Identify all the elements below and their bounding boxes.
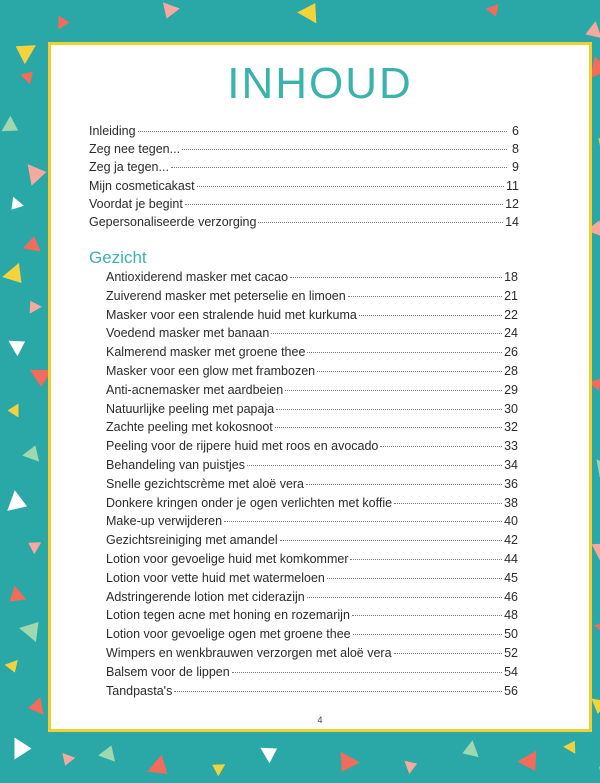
confetti-triangle-icon bbox=[27, 697, 44, 717]
dot-leader bbox=[380, 446, 502, 447]
confetti-triangle-icon bbox=[59, 16, 70, 30]
dot-leader bbox=[353, 634, 502, 635]
section-entry[interactable] bbox=[106, 645, 518, 661]
section-entry-label: Behandeling van puistjes bbox=[106, 458, 245, 472]
dot-leader bbox=[359, 315, 502, 316]
dot-leader bbox=[307, 352, 502, 353]
section-entry[interactable] bbox=[106, 495, 518, 511]
confetti-triangle-icon bbox=[594, 617, 600, 634]
intro-entry-label: Mijn cosmeticakast bbox=[89, 178, 195, 193]
dot-leader bbox=[394, 503, 502, 504]
section-entry-page: 28 bbox=[504, 364, 518, 378]
confetti-triangle-icon bbox=[20, 67, 38, 85]
section-entry-page: 48 bbox=[504, 608, 518, 623]
confetti-triangle-icon bbox=[595, 138, 600, 153]
confetti-triangle-icon bbox=[10, 37, 36, 65]
section-entry-page: 18 bbox=[504, 270, 518, 284]
confetti-triangle-icon bbox=[6, 197, 24, 214]
section-entry[interactable] bbox=[106, 363, 518, 379]
confetti-triangle-icon bbox=[24, 297, 42, 314]
intro-entry-page: 14 bbox=[505, 215, 519, 229]
section-entry-page: 38 bbox=[504, 495, 518, 510]
section-entry-page: 34 bbox=[504, 458, 518, 472]
section-entry[interactable] bbox=[106, 438, 518, 454]
dot-leader bbox=[280, 540, 502, 541]
section-entry-page: 24 bbox=[504, 326, 518, 341]
dot-leader bbox=[247, 465, 502, 466]
intro-entry-label: Gepersonaliseerde verzorging bbox=[89, 215, 257, 229]
section-entry-page: 26 bbox=[504, 345, 518, 360]
toc-page bbox=[48, 42, 592, 732]
confetti-triangle-icon bbox=[15, 738, 32, 760]
dot-leader bbox=[306, 484, 502, 485]
confetti-triangle-icon bbox=[297, 0, 325, 23]
dot-leader bbox=[232, 672, 502, 673]
dot-leader bbox=[350, 559, 502, 560]
section-entry[interactable] bbox=[106, 307, 518, 323]
intro-entry-page: 6 bbox=[512, 124, 519, 138]
section-entry-page: 40 bbox=[504, 514, 518, 529]
dot-leader bbox=[197, 186, 504, 187]
intro-entry-page: 8 bbox=[512, 142, 519, 157]
confetti-triangle-icon bbox=[98, 742, 120, 761]
section-entry-label: Antioxiderend masker met cacao bbox=[106, 270, 289, 284]
confetti-triangle-icon bbox=[563, 737, 581, 754]
confetti-triangle-icon bbox=[147, 755, 174, 783]
section-entry-page: 21 bbox=[504, 288, 518, 303]
section-entry-page: 56 bbox=[504, 683, 518, 698]
section-entry-page: 42 bbox=[504, 533, 518, 548]
section-entry[interactable] bbox=[106, 269, 518, 285]
confetti-triangle-icon bbox=[158, 2, 180, 21]
section-entry-page: 45 bbox=[504, 570, 518, 585]
section-entry-label: Lotion voor gevoelige huid met komkommer bbox=[106, 552, 349, 566]
section-entry[interactable] bbox=[106, 382, 518, 398]
section-entry-page: 33 bbox=[504, 439, 518, 454]
section-entry-label: Donkere kringen onder je ogen verlichten met koffie bbox=[106, 495, 393, 510]
section-entry-page: 50 bbox=[504, 627, 518, 642]
section-title: Gezicht bbox=[89, 248, 147, 267]
confetti-triangle-icon bbox=[582, 21, 600, 43]
intro-entry[interactable] bbox=[89, 159, 519, 175]
section-entry[interactable] bbox=[106, 344, 518, 360]
section-entry[interactable] bbox=[106, 513, 518, 529]
intro-entry-label: Voordat je begint bbox=[89, 196, 183, 211]
intro-entry[interactable] bbox=[89, 123, 519, 139]
dot-leader bbox=[275, 427, 502, 428]
dot-leader bbox=[185, 204, 503, 205]
section-entry[interactable] bbox=[106, 570, 518, 586]
dot-leader bbox=[171, 167, 507, 168]
confetti-triangle-icon bbox=[19, 615, 47, 642]
dot-leader bbox=[224, 521, 502, 522]
section-entry-label: Adstringerende lotion met ciderazijn bbox=[106, 589, 305, 604]
section-entry-label: Masker voor een glow met frambozen bbox=[106, 364, 316, 378]
intro-entry-page: 11 bbox=[506, 178, 519, 193]
dot-leader bbox=[327, 578, 502, 579]
section-entry[interactable] bbox=[106, 683, 518, 699]
section-entry-label: Snelle gezichtscrème met aloë vera bbox=[106, 476, 305, 491]
confetti-triangle-icon bbox=[8, 334, 29, 357]
intro-entry[interactable] bbox=[89, 196, 519, 212]
page-title: INHOUD bbox=[227, 59, 413, 108]
section-entry-label: Wimpers en wenkbrauwen verzorgen met aloë vera bbox=[106, 646, 392, 660]
section-entry-label: Peeling voor de rijpere huid met roos en avocado bbox=[106, 439, 379, 454]
confetti-triangle-icon bbox=[25, 537, 42, 555]
confetti-triangle-icon bbox=[4, 586, 26, 609]
section-entry-page: 54 bbox=[504, 664, 518, 679]
intro-entry-label: Zeg nee tegen... bbox=[89, 142, 181, 157]
dot-leader bbox=[317, 371, 502, 372]
section-entry[interactable] bbox=[106, 589, 518, 605]
dot-leader bbox=[285, 390, 502, 391]
section-entry-label: Zachte peeling met kokosnoot bbox=[106, 420, 273, 435]
confetti-triangle-icon bbox=[459, 740, 478, 762]
dot-leader bbox=[307, 597, 502, 598]
section-entry[interactable] bbox=[106, 551, 518, 567]
confetti-triangle-icon bbox=[593, 761, 600, 783]
dot-leader bbox=[182, 149, 507, 150]
section-entry-page: 32 bbox=[504, 420, 518, 435]
section-entry-page: 46 bbox=[504, 589, 518, 604]
intro-entry-label: Inleiding bbox=[89, 124, 136, 138]
section-entry-label: Anti-acnemasker met aardbeien bbox=[106, 382, 284, 397]
confetti-triangle-icon bbox=[59, 753, 76, 768]
confetti-triangle-icon bbox=[22, 442, 44, 461]
confetti-triangle-icon bbox=[332, 752, 360, 778]
dot-leader bbox=[174, 691, 502, 692]
section-entry[interactable] bbox=[106, 626, 518, 642]
confetti-triangle-icon bbox=[28, 161, 49, 186]
section-entry[interactable] bbox=[106, 664, 518, 680]
section-entry-label: Make-up verwijderen bbox=[106, 514, 223, 529]
section-entry[interactable] bbox=[106, 401, 518, 417]
intro-entry-page: 9 bbox=[512, 160, 519, 175]
dot-leader bbox=[138, 131, 507, 132]
confetti-triangle-icon bbox=[486, 4, 503, 19]
section-entry-page: 22 bbox=[504, 307, 518, 322]
section-entry-label: Kalmerend masker met groene thee bbox=[106, 345, 306, 360]
section-entry[interactable] bbox=[106, 288, 518, 304]
section-entry-page: 29 bbox=[504, 382, 518, 397]
intro-entry-page: 12 bbox=[505, 196, 519, 211]
section-entry-page: 44 bbox=[504, 552, 518, 566]
dot-leader bbox=[394, 653, 503, 654]
section-entry-label: Lotion voor gevoelige ogen met groene thee bbox=[106, 627, 351, 642]
dot-leader bbox=[352, 615, 502, 616]
page-number: 4 bbox=[317, 715, 323, 725]
section-entry-label: Balsem voor de lippen bbox=[106, 664, 230, 679]
confetti-triangle-icon bbox=[23, 235, 43, 252]
intro-entry[interactable] bbox=[89, 141, 519, 157]
section-entry-label: Masker voor een stralende huid met kurkuma bbox=[106, 307, 357, 322]
dot-leader bbox=[290, 277, 502, 278]
section-entry[interactable] bbox=[106, 325, 518, 341]
confetti-triangle-icon bbox=[591, 56, 600, 81]
section-entry-label: Lotion voor vette huid met watermeloen bbox=[106, 570, 325, 585]
confetti-triangle-icon bbox=[209, 759, 226, 777]
confetti-triangle-icon bbox=[5, 660, 22, 675]
section-entry-label: Zuiverend masker met peterselie en limoen bbox=[106, 288, 346, 303]
confetti-triangle-icon bbox=[260, 741, 281, 764]
section-entry[interactable] bbox=[106, 419, 518, 435]
section-entry-page: 36 bbox=[504, 476, 518, 491]
confetti-triangle-icon bbox=[517, 751, 545, 777]
section-entry[interactable] bbox=[106, 457, 518, 473]
section-entry[interactable] bbox=[106, 532, 518, 548]
intro-entry-label: Zeg ja tegen... bbox=[89, 160, 169, 175]
confetti-triangle-icon bbox=[7, 490, 30, 516]
section-entry-label: Tandpasta's bbox=[106, 683, 173, 698]
section-entry-page: 52 bbox=[504, 646, 518, 660]
confetti-triangle-icon bbox=[2, 263, 30, 290]
dot-leader bbox=[271, 333, 502, 334]
section-entry-label: Voedend masker met banaan bbox=[106, 326, 270, 341]
intro-entry[interactable] bbox=[89, 178, 519, 194]
section-entry-label: Lotion tegen acne met honing en rozemarijn bbox=[106, 608, 350, 623]
dot-leader bbox=[348, 296, 502, 297]
intro-entry[interactable] bbox=[89, 214, 519, 230]
dot-leader bbox=[276, 409, 502, 410]
section-entry-label: Natuurlijke peeling met papaja bbox=[106, 401, 275, 416]
section-entry[interactable] bbox=[106, 607, 518, 623]
dot-leader bbox=[258, 222, 503, 223]
section-entry-label: Gezichtsreiniging met amandel bbox=[106, 533, 278, 548]
confetti-triangle-icon bbox=[404, 757, 419, 774]
confetti-triangle-icon bbox=[1, 116, 22, 139]
confetti-triangle-icon bbox=[8, 404, 19, 418]
section-entry-page: 30 bbox=[504, 401, 518, 416]
section-entry[interactable] bbox=[106, 476, 518, 492]
confetti-triangle-icon bbox=[597, 457, 600, 477]
